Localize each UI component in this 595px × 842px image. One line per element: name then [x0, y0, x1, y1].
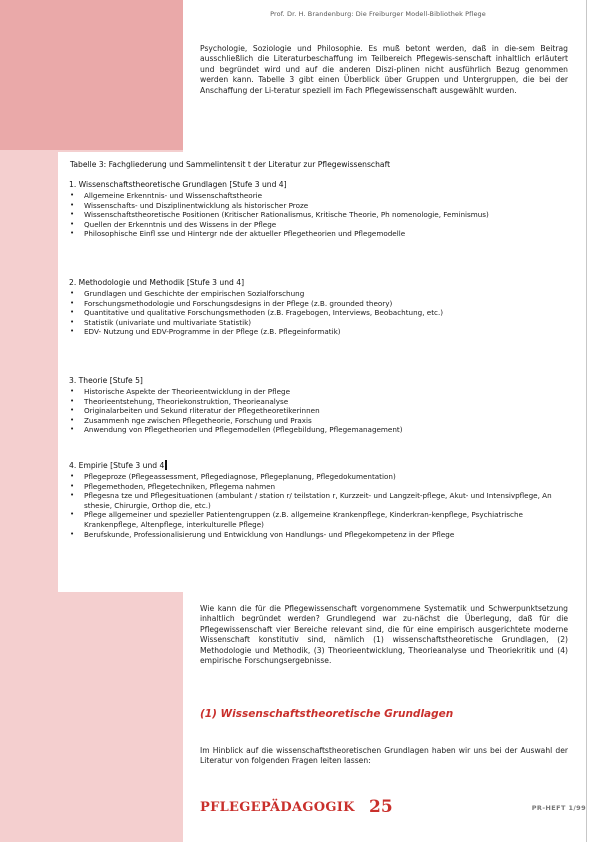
list-item: • Theorieentstehung, Theoriekonstruktion, Theorieanalyse	[69, 397, 561, 407]
list-item: • Allgemeine Erkenntnis- und Wissenschaftstheorie	[69, 191, 561, 201]
list-item: • Grundlagen und Geschichte der empirischen Sozialforschung	[69, 289, 561, 299]
group-heading: 1. Wissenschaftstheoretische Grundlagen [Stufe 3 und 4]	[69, 180, 287, 189]
list-item: • Pflegemethoden, Pflegetechniken, Pflegema nahmen	[69, 482, 561, 492]
page-footer	[200, 797, 586, 822]
list-item: • Anwendung von Pflegetheorien und Pflegemodellen (Pflegebildung, Pflegemanagement)	[69, 425, 561, 435]
group-heading: 2. Methodologie und Methodik [Stufe 3 und 4]	[69, 278, 245, 287]
issue-label: PR-HEFT 1/99	[531, 804, 586, 812]
group-heading: 4. Empirie [Stufe 3 und 4	[69, 461, 165, 470]
right-margin-line	[586, 0, 587, 842]
list-item: • EDV- Nutzung und EDV-Programme in der Pflege (z.B. Pflegeinformatik)	[69, 327, 561, 337]
list-item: • Pflege allgemeiner und spezieller Patientengruppen (z.B. allgemeine Krankenpflege, Kinderkran-kenpflege, Psychiatrische Krankenpflege, Altenpflege, interkulturelle Pflege)	[69, 510, 561, 529]
page-number: 25	[369, 797, 393, 817]
intro-paragraph: Psychologie, Soziologie und Philosophie. Es muß betont werden, daß in die-sem Beitrag ausschließlich die Literaturbeschaffung im Teilbereich Pflegewis-senschaft inhaltlich erläutert und begründet wird und auf die anderen Diszi-plinen nicht ausführlich Bezug genommen werden kann. Tabelle 3 gibt einen Überblick über Gruppen und Untergruppen, die bei der Anschaffung der Li-teratur speziell im Fach Pflegewissenschaft ausgewählt wurden.	[200, 44, 568, 95]
decorative-side-band-top	[0, 0, 183, 150]
list-item: • Philosophische Einfl sse und Hintergr nde der aktueller Pflegetheorien und Pflegemodelle	[69, 229, 561, 239]
list-item: • Wissenschafts- und Disziplinentwicklung als historischer Proze	[69, 201, 561, 211]
body-paragraph-systematics: Wie kann die für die Pflegewissenschaft vorgenommene Systematik und Schwerpunktsetzung inhaltlich begründet werden? Grundlegend war zu-nächst die Überlegung, daß für die Pflegewissenschaft vier Bereiche relevant sind, die für eine empirisch ausgerichtete moderne Wissenschaft konstitutiv sind, nämlich (1) wissenschaftstheoretische Grundlagen, (2) Methodologie und Methodik, (3) Theorieentwicklung, Theorieanalyse und Theoriekritik und (4) empirische Forschungsergebnisse.	[200, 604, 568, 666]
table-group-3	[69, 376, 561, 435]
list-item: • Pflegeproze (Pflegeassessment, Pflegediagnose, Pflegeplanung, Pflegedokumentation)	[69, 472, 561, 482]
list-item: • Quellen der Erkenntnis und des Wissens in der Pflege	[69, 220, 561, 230]
table-group-2	[69, 278, 561, 337]
list-item: • Forschungsmethodologie und Forschungsdesigns in der Pflege (z.B. grounded theory)	[69, 299, 561, 309]
table-title: Tabelle 3: Fachgliederung und Sammelintensit t der Literatur zur Pflegewissenschaft	[70, 160, 391, 169]
running-header: Prof. Dr. H. Brandenburg: Die Freiburger Modell-Bibliothek Pflege	[270, 10, 486, 18]
section-heading: (1) Wissenschaftstheoretische Grundlagen	[200, 708, 454, 720]
table-3-box	[58, 152, 568, 592]
table-group-1	[69, 180, 561, 239]
list-item: • Quantitative und qualitative Forschungsmethoden (z.B. Fragebogen, Interviews, Beobachtung, etc.)	[69, 308, 561, 318]
list-item: • Pflegesna tze und Pflegesituationen (ambulant / station r/ teilstation r, Kurzzeit- und Langzeit-pflege, Akut- und Intensivpflege, An sthesie, Chirurgie, Orthop die, etc.)	[69, 491, 561, 510]
list-item: • Statistik (univariate und multivariate Statistik)	[69, 318, 561, 328]
list-item: • Originalarbeiten und Sekund rliteratur der Pflegetheoretikerinnen	[69, 406, 561, 416]
group-heading-row	[69, 460, 561, 471]
group-heading: 3. Theorie [Stufe 5]	[69, 376, 143, 385]
list-item: • Zusammenh nge zwischen Pflegetheorie, Forschung und Praxis	[69, 416, 561, 426]
body-paragraph-questions: Im Hinblick auf die wissenschaftstheoretischen Grundlagen haben wir uns bei der Auswahl der Literatur von folgenden Fragen leiten lassen:	[200, 746, 568, 766]
list-item: • Historische Aspekte der Theorieentwicklung in der Pflege	[69, 387, 561, 397]
list-item: • Berufskunde, Professionalisierung und Entwicklung von Handlungs- und Pflegekompetenz in der Pflege	[69, 530, 561, 540]
list-item: • Wissenschaftstheoretische Positionen (Kritischer Rationalismus, Kritische Theorie, Ph nomenologie, Feminismus)	[69, 210, 561, 220]
table-group-4	[69, 460, 561, 539]
text-cursor-mark	[165, 460, 166, 470]
journal-title: PFLEGEPÄDAGOGIK	[200, 800, 355, 815]
